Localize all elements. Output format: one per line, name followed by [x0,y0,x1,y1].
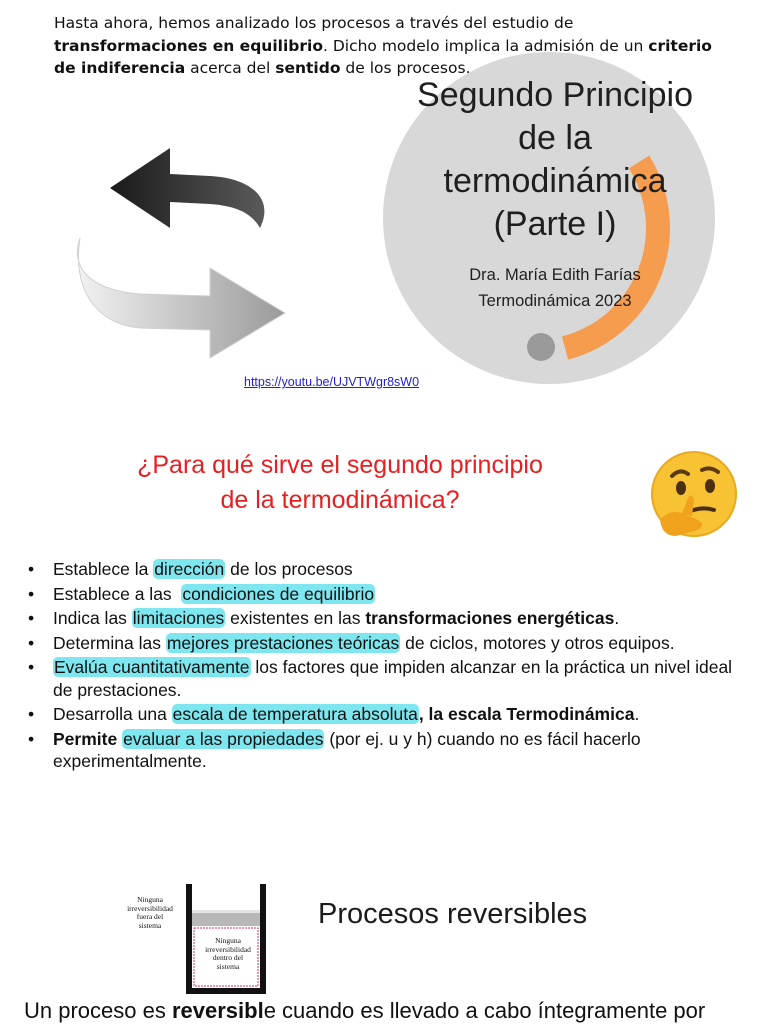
thinking-face-icon [648,450,740,542]
bold-text: , la escala Termodinámica [418,704,635,724]
highlighted-text: mejores prestaciones teóricas [166,632,400,653]
youtube-link[interactable]: https://youtu.be/UJVTWgr8sW0 [244,375,420,389]
diagram-label-line: sistema [138,920,162,930]
bold-text: reversibl [171,998,264,1023]
intro-bold-text: transformaciones en equilibrio [54,36,323,55]
cover-subtitle [383,262,727,314]
list-item [28,703,740,726]
diagram-label-line: irreversibilidad [127,903,173,913]
highlighted-text: Evalúa cuantitativamente [54,657,250,677]
list-item [28,632,740,655]
intro-text: de los procesos. [340,59,471,77]
bullet-text: . [614,608,620,628]
intro-text: acerca del [185,59,276,77]
diagram-outside-label [118,896,182,930]
highlighted-text: condiciones de equilibrio [182,583,375,604]
question-line: de la termodinámica? [220,486,460,514]
bullet-text: Desarrolla una [53,704,172,724]
diagram-label-line: irreversibilidad [205,944,251,954]
bullet-text: Establece la [53,559,154,579]
bullet-text: los factores que impiden alcanzar en la práctica un nivel ideal de prestaciones. [53,657,733,700]
list-item [28,656,740,701]
section-title: Procesos reversibles [318,898,588,930]
cover-title-line: Segundo Principio [417,76,693,114]
bullet-text: Establece a las [53,583,182,604]
gray-dot [527,333,555,361]
diagram-label-line: fuera del [136,912,164,921]
bullet-text: (por ej. u y h) cuando no es fácil hacerlo experimentalmente. [53,728,641,771]
bullet-text: Determina las [53,632,166,653]
cover-title-line: de la [518,119,592,157]
intro-text: . Dicho modelo implica la admisión de un [322,36,649,55]
purpose-list [28,558,740,775]
intro-text: Hasta ahora, hemos analizado los procesos a través del estudio de [54,14,574,32]
bullet-text: de los procesos [225,559,353,579]
author-name: Dra. María Edith Farías [469,266,641,284]
bullet-text: de ciclos, motores y otros equipos. [400,632,675,653]
bullet-text: . [634,704,640,724]
bullet-text: Indica las [53,608,132,628]
bullet-text: existentes en las [225,608,366,628]
list-item [28,583,740,606]
bold-text: transformaciones energéticas [365,608,615,628]
question-line: ¿Para qué sirve el segundo principio [137,451,543,479]
diagram-label-line: Ninguna [137,895,163,904]
list-item [28,558,740,581]
diagram-label-line: Ninguna [215,936,241,945]
bottom-text: e cuando es llevado a cabo íntegramente por [263,998,706,1023]
diagram-inside-label [198,937,258,971]
bold-text: Permite [53,728,123,749]
intro-bold-text: sentido [275,59,341,77]
list-item [28,728,740,773]
bottom-paragraph [24,998,768,1024]
highlighted-text: escala de temperatura absoluta [172,704,418,724]
cover-title-line: (Parte I) [493,205,617,243]
highlighted-text: limitaciones [132,608,225,628]
highlighted-text: dirección [154,559,225,579]
cover-title [383,74,727,246]
diagram-label-line: sistema [216,961,240,971]
diagram-label-line: dentro del [212,953,244,962]
list-item [28,607,740,630]
highlighted-text: evaluar a las propiedades [123,728,324,749]
circular-arrows-icon [60,118,300,378]
intro-bold-text: criterio de indiferencia [54,36,712,77]
course-name: Termodinámica 2023 [478,292,632,310]
question-heading [60,448,620,518]
cover-title-line: termodinámica [443,162,667,200]
bottom-text: Un proceso es [24,998,172,1023]
